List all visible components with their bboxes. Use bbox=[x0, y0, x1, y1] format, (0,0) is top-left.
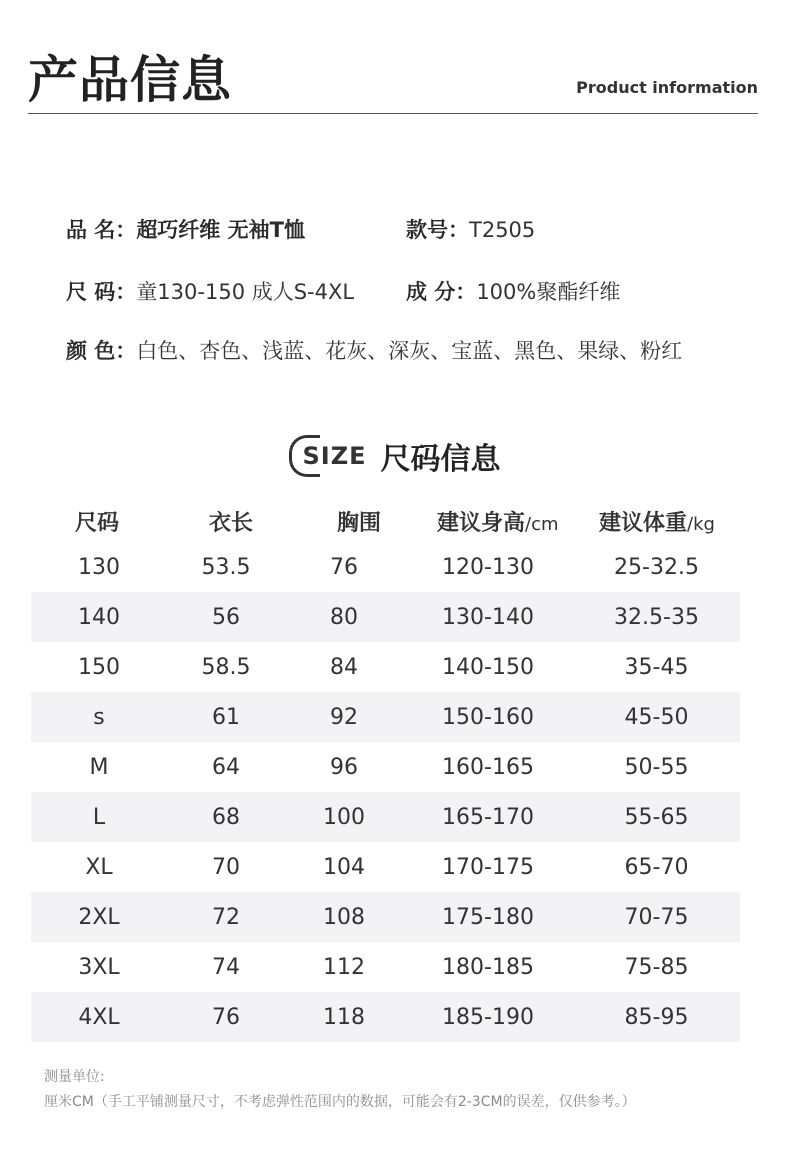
cell-size: L bbox=[31, 792, 167, 842]
header-height-label: 建议身高 bbox=[437, 510, 526, 536]
cell-length: 70 bbox=[212, 854, 240, 880]
header-chest-label: 胸围 bbox=[337, 510, 382, 536]
size-heading: 尺码信息 bbox=[380, 442, 501, 477]
cell-size: s bbox=[31, 692, 167, 742]
cell-length: 53.5 bbox=[201, 554, 251, 580]
measure-unit-label: 测量单位: bbox=[44, 1069, 105, 1085]
header-weight-unit: /kg bbox=[687, 513, 715, 535]
size-badge-icon bbox=[289, 435, 366, 477]
color-label: 颜 色： bbox=[66, 339, 137, 363]
cell-length: 76 bbox=[167, 992, 285, 1042]
material-group bbox=[406, 276, 620, 306]
measure-note: 厘米CM（手工平铺测量尺寸，不考虑弹性范围内的数据，可能会有2-3CM的误差，仅供参考。） bbox=[44, 1094, 636, 1110]
cell-weight: 32.5-35 bbox=[573, 592, 740, 642]
header-height bbox=[403, 500, 573, 542]
info-row-color bbox=[66, 335, 682, 365]
table-row bbox=[31, 892, 740, 942]
model-group bbox=[406, 214, 535, 244]
size-label: 尺 码： bbox=[66, 280, 137, 304]
cell-chest: 108 bbox=[285, 892, 403, 942]
cell-length: 68 bbox=[167, 792, 285, 842]
name-value: 超巧纤维 无袖T恤 bbox=[136, 218, 305, 242]
info-row-size bbox=[66, 276, 621, 306]
name-label: 品 名： bbox=[66, 218, 137, 242]
header-divider bbox=[28, 113, 758, 114]
table-row bbox=[31, 942, 740, 992]
cell-height: 130-140 bbox=[403, 592, 573, 642]
size-value: 童130-150 成人S-4XL bbox=[136, 280, 355, 304]
cell-length: 56 bbox=[167, 592, 285, 642]
cell-chest: 84 bbox=[330, 654, 358, 680]
cell-height: 120-130 bbox=[442, 554, 534, 580]
cell-height: 165-170 bbox=[403, 792, 573, 842]
cell-height: 185-190 bbox=[403, 992, 573, 1042]
cell-chest: 80 bbox=[285, 592, 403, 642]
cell-chest: 112 bbox=[323, 954, 365, 980]
cell-size: 3XL bbox=[78, 954, 120, 980]
size-table bbox=[31, 500, 740, 1042]
cell-height: 180-185 bbox=[442, 954, 534, 980]
cell-weight: 55-65 bbox=[573, 792, 740, 842]
cell-size: XL bbox=[85, 854, 113, 880]
header-size-label: 尺码 bbox=[75, 510, 120, 536]
cell-height: 150-160 bbox=[403, 692, 573, 742]
cell-weight: 85-95 bbox=[573, 992, 740, 1042]
page-subtitle: Product information bbox=[576, 78, 758, 97]
table-row bbox=[31, 742, 740, 792]
cell-height: 175-180 bbox=[403, 892, 573, 942]
model-value: T2505 bbox=[469, 218, 536, 242]
table-header-row bbox=[31, 500, 740, 542]
table-row bbox=[31, 842, 740, 892]
cell-size: 140 bbox=[31, 592, 167, 642]
cell-length: 61 bbox=[167, 692, 285, 742]
cell-size: 150 bbox=[78, 654, 120, 680]
info-row-name bbox=[66, 214, 536, 244]
header-chest bbox=[285, 500, 403, 542]
cell-weight: 45-50 bbox=[573, 692, 740, 742]
cell-length: 64 bbox=[212, 754, 240, 780]
header-weight bbox=[573, 500, 740, 542]
cell-chest: 118 bbox=[285, 992, 403, 1042]
cell-height: 160-165 bbox=[442, 754, 534, 780]
cell-chest: 100 bbox=[285, 792, 403, 842]
cell-weight: 65-70 bbox=[624, 854, 689, 880]
cell-length: 72 bbox=[167, 892, 285, 942]
header-weight-label: 建议体重 bbox=[599, 510, 688, 536]
cell-size: M bbox=[89, 754, 109, 780]
cell-weight: 25-32.5 bbox=[614, 554, 699, 580]
header-length-label: 衣长 bbox=[209, 510, 254, 536]
header-length bbox=[167, 500, 285, 542]
color-value: 白色、杏色、浅蓝、花灰、深灰、宝蓝、黑色、果绿、粉红 bbox=[136, 339, 683, 363]
cell-length: 58.5 bbox=[201, 654, 251, 680]
cell-chest: 96 bbox=[330, 754, 358, 780]
cell-size: 2XL bbox=[31, 892, 167, 942]
table-row bbox=[31, 592, 740, 642]
material-label: 成 分： bbox=[406, 280, 477, 304]
cell-weight: 75-85 bbox=[624, 954, 689, 980]
cell-height: 140-150 bbox=[442, 654, 534, 680]
cell-weight: 35-45 bbox=[624, 654, 689, 680]
cell-height: 170-175 bbox=[442, 854, 534, 880]
cell-weight: 70-75 bbox=[573, 892, 740, 942]
material-value: 100%聚酯纤维 bbox=[476, 280, 621, 304]
size-badge-text: SIZE bbox=[302, 442, 367, 470]
cell-length: 74 bbox=[212, 954, 240, 980]
table-row bbox=[31, 992, 740, 1042]
table-row bbox=[31, 792, 740, 842]
header-height-unit: /cm bbox=[525, 513, 559, 535]
page-title: 产品信息 bbox=[28, 51, 232, 109]
cell-chest: 92 bbox=[285, 692, 403, 742]
size-section-title bbox=[0, 434, 790, 478]
cell-weight: 50-55 bbox=[624, 754, 689, 780]
cell-chest: 104 bbox=[323, 854, 365, 880]
table-row bbox=[31, 542, 740, 592]
table-row bbox=[31, 642, 740, 692]
cell-size: 130 bbox=[78, 554, 120, 580]
header-size bbox=[31, 500, 167, 542]
table-row bbox=[31, 692, 740, 742]
model-label: 款号： bbox=[406, 218, 469, 242]
cell-chest: 76 bbox=[330, 554, 358, 580]
cell-size: 4XL bbox=[31, 992, 167, 1042]
